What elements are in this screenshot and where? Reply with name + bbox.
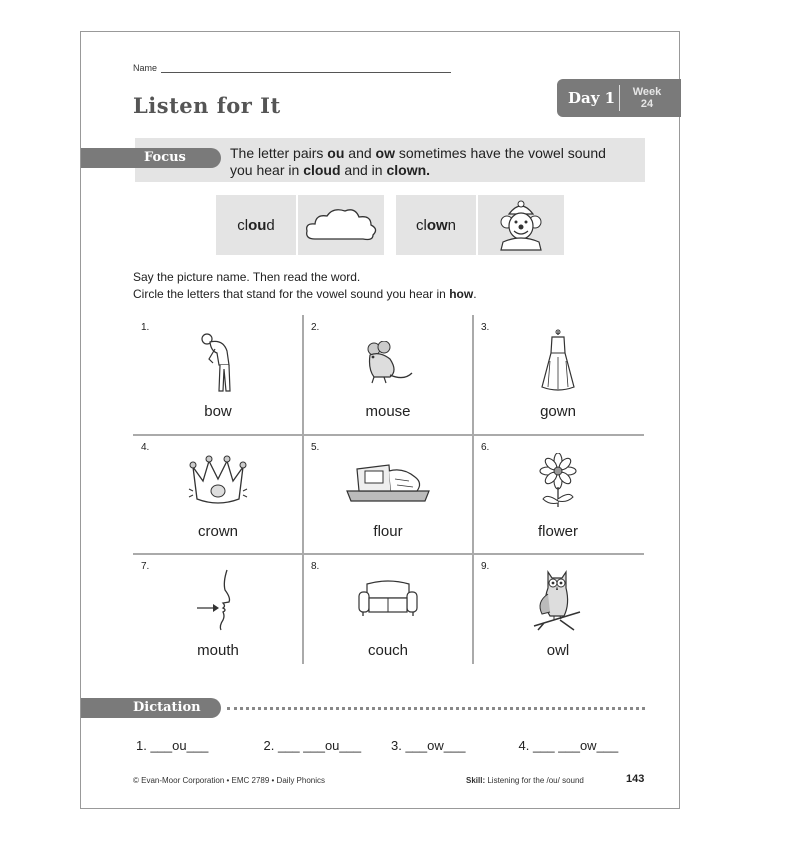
grid-cell[interactable]: 6. flower	[473, 435, 643, 554]
grid-cell[interactable]: 5. flour	[303, 435, 473, 554]
week-box	[620, 86, 668, 110]
example-word-cloud: cl ou d	[216, 195, 298, 255]
item-word: crown	[197, 523, 238, 540]
example-word-clown: cl ow n	[396, 195, 478, 255]
item-word: mouse	[365, 403, 411, 420]
flour-bag-icon	[343, 461, 433, 508]
focus-text: The letter pairs ou and ow sometimes have the vowel sound you hear in cloud and in clown.	[230, 145, 606, 178]
item-word: owl	[546, 642, 570, 659]
couch-icon	[357, 578, 419, 623]
clown-icon	[478, 195, 564, 255]
mouse-icon	[360, 341, 416, 392]
grid-cell[interactable]: 4. crown	[133, 435, 303, 554]
grid-cell[interactable]: 7. mouth	[133, 554, 303, 673]
grid-cell[interactable]: 3. gown	[473, 315, 643, 434]
grid-cell[interactable]: 9. owl	[473, 554, 643, 673]
instructions-line-2: Circle the letters that stand for the vowel sound you hear in how.	[133, 287, 477, 301]
day-week-badge	[557, 79, 681, 117]
name-line[interactable]	[161, 63, 451, 73]
day-label: Day 1	[568, 89, 616, 107]
dictation-item[interactable]: 1. ___ou___	[136, 738, 209, 753]
grid-cell[interactable]: 1. bow	[133, 315, 303, 434]
crown-icon	[187, 453, 249, 514]
instructions	[133, 269, 477, 303]
footer-copyright: © Evan-Moor Corporation • EMC 2789 • Daily Phonics	[133, 776, 326, 785]
week-label: Week	[632, 86, 662, 98]
week-number: 24	[640, 98, 654, 110]
focus-tab: Focus	[81, 148, 221, 168]
item-word: gown	[540, 403, 576, 420]
example-card-clown	[396, 195, 564, 255]
picture-grid	[133, 315, 644, 664]
item-word: couch	[367, 642, 409, 659]
grid-cell[interactable]: 2. mouse	[303, 315, 473, 434]
item-word: flower	[537, 523, 578, 540]
grid-cell[interactable]: 8. couch	[303, 554, 473, 673]
page-title: Listen for It	[133, 93, 281, 118]
dictation-item[interactable]: 2. ___ ___ou___	[263, 738, 362, 753]
item-word: bow	[204, 403, 232, 420]
mouth-icon	[193, 568, 243, 637]
dictation-dotted-line	[227, 707, 645, 710]
page-number: 143	[626, 773, 645, 785]
name-label: Name	[133, 63, 158, 73]
example-card-cloud	[216, 195, 384, 255]
dictation-tab: Dictation	[81, 698, 221, 718]
flower-icon	[535, 453, 581, 514]
gown-icon	[538, 329, 578, 400]
name-row	[133, 63, 451, 73]
owl-icon	[530, 568, 586, 639]
dictation-item[interactable]: 3. ___ow___	[391, 738, 466, 753]
item-word: mouth	[197, 642, 239, 659]
dictation-item[interactable]: 4. ___ ___ow___	[518, 738, 619, 753]
worksheet-page	[80, 31, 680, 809]
cloud-icon	[298, 195, 384, 255]
footer-skill: Skill: Listening for the /ou/ sound	[466, 776, 584, 785]
instructions-line-1: Say the picture name. Then read the word.	[133, 270, 361, 284]
dictation-row	[136, 738, 646, 753]
item-word: flour	[373, 523, 403, 540]
bowing-man-icon	[193, 329, 243, 400]
